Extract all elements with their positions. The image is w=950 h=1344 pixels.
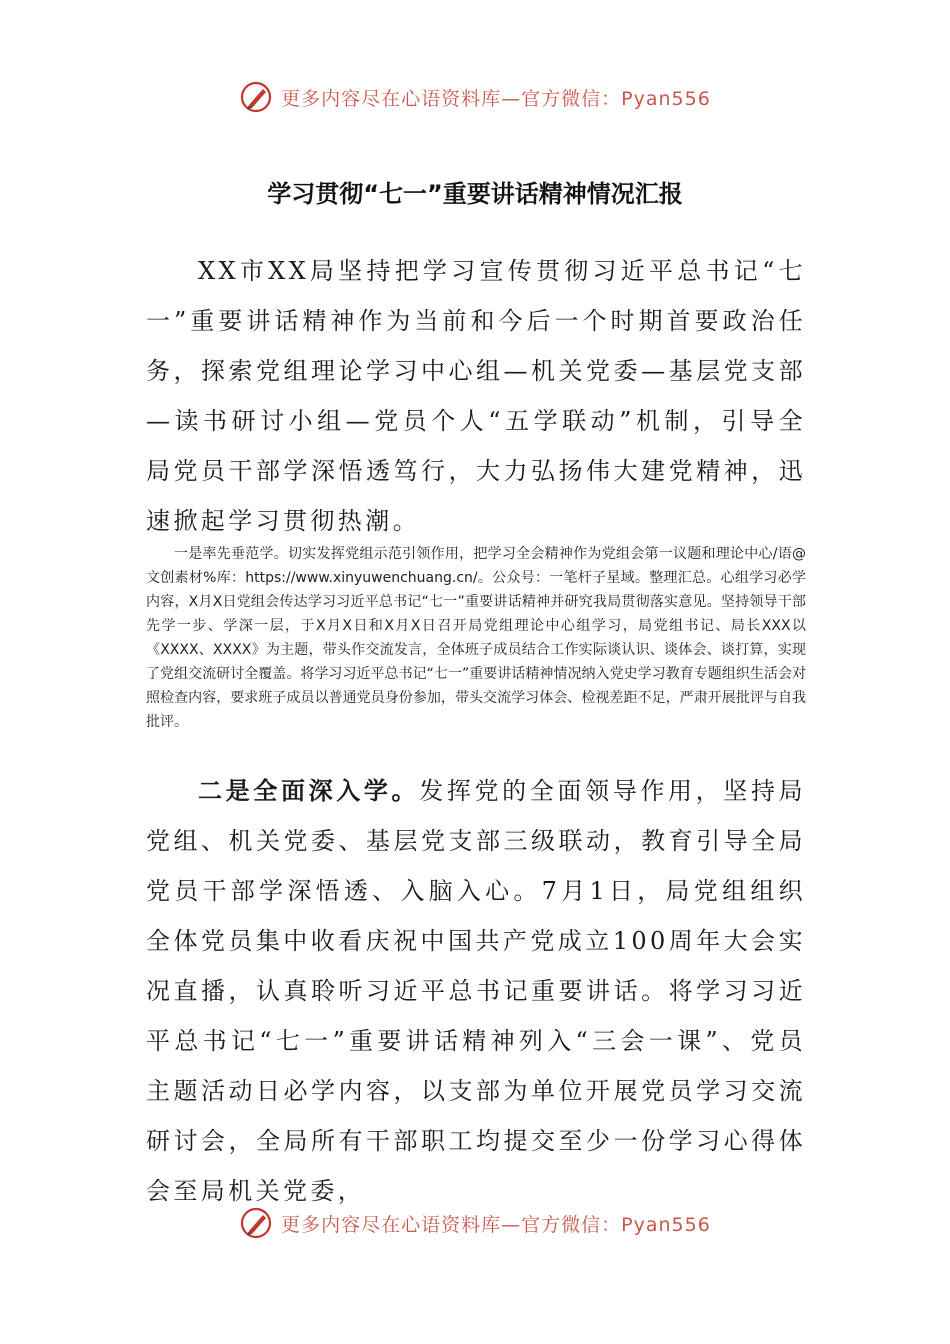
pen-logo-icon <box>239 1206 273 1240</box>
section2-lead: 二是全面深入学。 <box>198 777 420 805</box>
footer-watermark-banner <box>0 1206 950 1240</box>
document-title: 学习贯彻“七一”重要讲话精神情况汇报 <box>267 180 683 208</box>
header-watermark-text: 更多内容尽在心语资料库—官方微信：Pyan556 <box>281 87 711 110</box>
pen-logo-icon <box>239 80 273 114</box>
section1-paragraph: 一是率先垂范学。切实发挥党组示范引领作用，把学习全会精神作为党组会第一议题和理论中心/语@文创素材%库：https://www.xinyuwenchuang.cn/。公众号：一笔杆子星域。整理汇总。心组学习必学内容，X月X日党组会传达学习习近平总书记“七一”重要讲话精神并研究我局贯彻落实意见。坚持领导干部先学一步、学深一层，于X月X日和X月X日召开局党组理论中心组学习，局党组书记、局长XXX以《XXXX、XXXX》为主题，带头作交流发言，全体班子成员结合工作实际谈认识、谈体会、谈打算，实现了党组交流研讨全覆盖。将学习习近平总书记“七一”重要讲话精神情况纳入党史学习教育专题组织生活会对照检查内容，要求班子成员以普通党员身份参加，带头交流学习体会、检视差距不足，严肃开展批评与自我批评。 <box>146 546 806 730</box>
intro-paragraph: XX市XX局坚持把学习宣传贯彻习近平总书记“七一”重要讲话精神作为当前和今后一个时期首要政治任务，探索党组理论学习中心组—机关党委—基层党支部—读书研讨小组—党员个人“五学联动”机制，引导全局党员干部学深悟透笃行，大力弘扬伟大建党精神，迅速掀起学习贯彻热潮。 <box>146 257 806 535</box>
section2-body: 发挥党的全面领导作用，坚持局党组、机关党委、基层党支部三级联动，教育引导全局党员干部学深悟透、入脑入心。7月1日，局党组组织全体党员集中收看庆祝中国共产党成立100周年大会实况直播，认真聆听习近平总书记重要讲话。将学习习近平总书记“七一”重要讲话精神列入“三会一课”、党员主题活动日必学内容，以支部为单位开展党员学习交流研讨会，全局所有干部职工均提交至少一份学习心得体会至局机关党委， <box>146 777 806 1205</box>
section2-paragraph <box>146 766 806 1216</box>
header-watermark-banner <box>0 80 950 114</box>
footer-watermark-text: 更多内容尽在心语资料库—官方微信：Pyan556 <box>281 1213 711 1236</box>
